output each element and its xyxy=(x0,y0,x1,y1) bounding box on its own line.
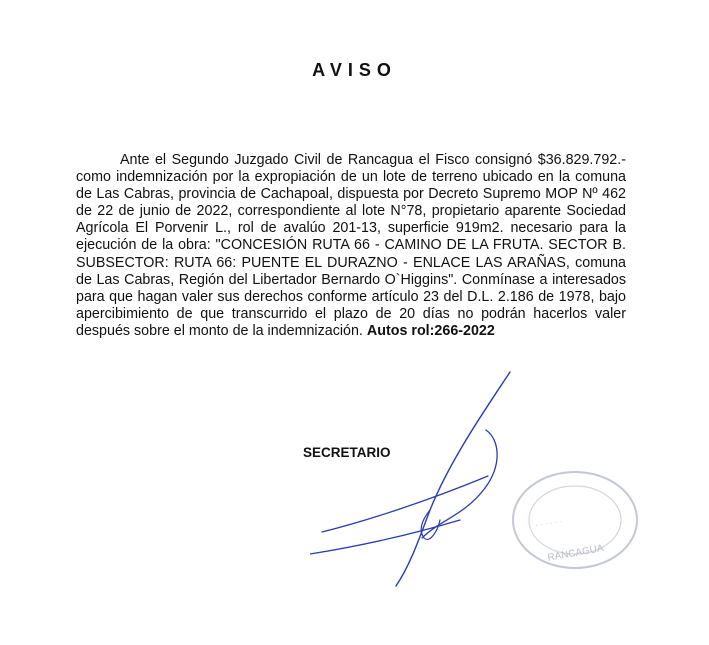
court-stamp xyxy=(505,460,645,575)
notice-body xyxy=(76,152,626,340)
notice-body-text: Ante el Segundo Juzgado Civil de Rancagua el Fisco consignó $36.829.792.- como indemnización por la expropiación de un lote de terreno ubicado en la comuna de Las Cabras, provincia de Cachapoal, dispuesta por Decreto Supremo MOP Nº 462 de 22 de junio de 2022, correspondiente al lote N°78, propietario aparente Sociedad Agrícola El Porvenir L., rol de avalúo 201-13, superficie 919m2. necesario para la ejecución de la obra: "CONCESIÓN RUTA 66 - CAMINO DE LA FRUTA. SECTOR B. SUBSECTOR: RUTA 66: PUENTE EL DURAZNO - ENLACE LAS ARAÑAS, comuna de Las Cabras, Región del Libertador Bernardo O`Higgins". Conmínase a interesados para que hagan valer sus derechos conforme artículo 23 del D.L. 2.186 de 1978, bajo apercibimiento de que transcurrido el plazo de 20 días no podrán hacerlos valer después sobre el monto de la indemnización. xyxy=(76,152,626,339)
stamp-inner-mark: · · · · · · xyxy=(534,516,563,530)
stamp-text: RANCAGUA xyxy=(546,543,605,564)
case-number: Autos rol:266-2022 xyxy=(366,322,495,339)
signatory-title: SECRETARIO xyxy=(303,445,391,460)
page-title: AVISO xyxy=(312,60,397,80)
